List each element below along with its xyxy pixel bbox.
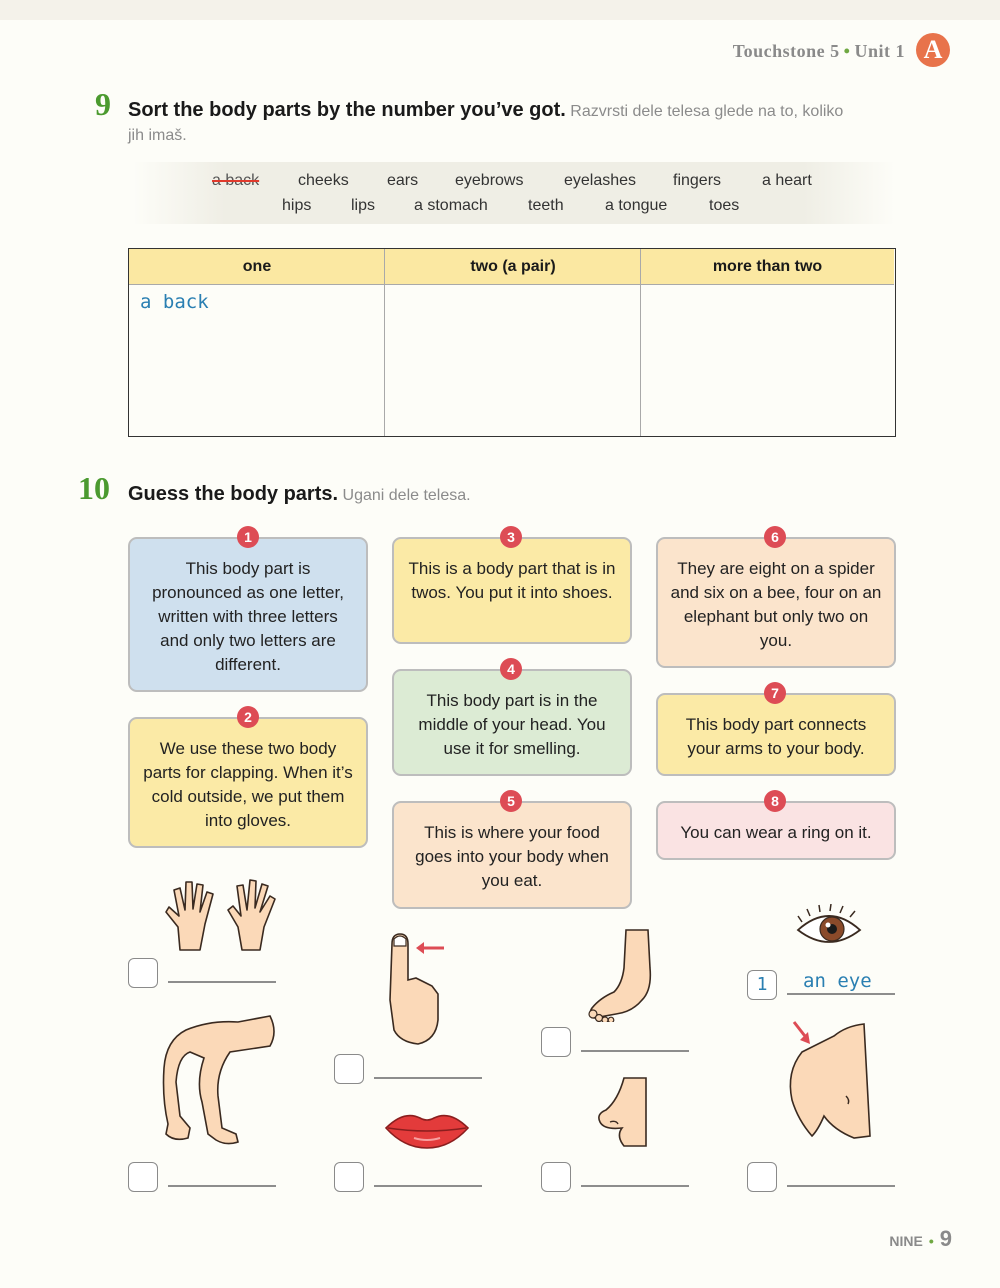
exercise-9-heading [128, 98, 848, 148]
page-number: 9 [939, 1226, 952, 1251]
hands-icon [160, 872, 282, 954]
answer-line[interactable] [787, 1185, 895, 1187]
lips-icon [384, 1108, 470, 1150]
column-header-more: more than two [641, 249, 894, 285]
word-bank-item: eyebrows [455, 172, 524, 189]
exercise-10-subtitle: Ugani dele telesa. [342, 487, 471, 504]
exercise-9-number: 9 [95, 86, 111, 122]
answer-line[interactable] [168, 981, 276, 983]
nose-icon [594, 1076, 648, 1148]
clue-number-badge: 6 [764, 526, 786, 548]
word-bank-item: toes [709, 197, 740, 214]
clue-number-badge: 8 [764, 790, 786, 812]
clue-number-badge: 5 [500, 790, 522, 812]
answer-cell-one[interactable] [130, 286, 383, 436]
word-bank-item: hips [282, 197, 312, 214]
clue-number-badge: 2 [237, 706, 259, 728]
answer-checkbox[interactable] [747, 1162, 777, 1192]
clue-text: This body part is in the middle of your head. You use it for smelling. [418, 691, 606, 758]
legs-icon [160, 1012, 280, 1150]
answer-cell-two[interactable] [386, 286, 639, 436]
column-divider [384, 249, 385, 436]
clue-box-4 [392, 669, 632, 776]
foot-icon [586, 928, 658, 1022]
example-answer-eye: an eye [803, 970, 872, 992]
answer-checkbox[interactable] [541, 1162, 571, 1192]
clue-text: They are eight on a spider and six on a bee, four on an elephant but only two on you. [670, 559, 882, 650]
answer-checkbox[interactable] [334, 1054, 364, 1084]
column-header-two: two (a pair) [385, 249, 641, 285]
header-bar [0, 0, 1000, 20]
answer-checkbox[interactable] [541, 1027, 571, 1057]
unit-badge: A [916, 33, 950, 67]
page-footer: NINE • 9 [889, 1226, 952, 1251]
exercise-9-subtitle: Razvrsti dele telesa glede na to, koliko jih imaš. [128, 103, 844, 144]
answer-cell-more[interactable] [642, 286, 893, 436]
shoulder-icon [784, 1018, 872, 1142]
answer-line[interactable] [168, 1185, 276, 1187]
book-name: Touchstone 5 [732, 41, 840, 61]
answer-line[interactable] [374, 1077, 482, 1079]
answer-checkbox-example[interactable]: 1 [747, 970, 777, 1000]
word-bank-item: a tongue [605, 197, 668, 214]
answer-checkbox[interactable] [334, 1162, 364, 1192]
clue-box-7 [656, 693, 896, 776]
word-bank-item: ears [387, 172, 419, 189]
clue-number-badge: 7 [764, 682, 786, 704]
column-header-one: one [129, 249, 385, 285]
page-word: NINE [889, 1233, 923, 1249]
clue-number-badge: 4 [500, 658, 522, 680]
clue-text: You can wear a ring on it. [680, 823, 872, 842]
clue-text: This is a body part that is in twos. You put it into shoes. [408, 559, 616, 602]
word-bank-item: a stomach [414, 197, 488, 214]
eye-icon [794, 904, 864, 952]
answer-line[interactable] [787, 993, 895, 995]
answer-line[interactable] [581, 1185, 689, 1187]
word-bank-item: cheeks [298, 172, 349, 189]
word-bank-item: lips [351, 197, 376, 214]
clue-box-5 [392, 801, 632, 909]
sort-table [128, 248, 896, 437]
word-bank-item: eyelashes [564, 172, 637, 189]
word-bank [133, 162, 895, 224]
exercise-10-heading [128, 482, 848, 508]
clue-text: This body part is pronounced as one letter, written with three letters and only two letters are different. [152, 559, 344, 674]
finger-icon [378, 930, 450, 1048]
word-bank-item: a back [212, 172, 260, 189]
exercise-10-number: 10 [78, 470, 110, 506]
clue-box-1 [128, 537, 368, 692]
exercise-9-title: Sort the body parts by the number you’ve got. [128, 99, 566, 121]
answer-line[interactable] [581, 1050, 689, 1052]
answer-checkbox[interactable] [128, 1162, 158, 1192]
word-bank-item: a heart [762, 172, 812, 189]
clue-box-3 [392, 537, 632, 644]
clue-number-badge: 1 [237, 526, 259, 548]
clue-text: This is where your food goes into your body when you eat. [415, 823, 609, 890]
answer-checkbox[interactable] [128, 958, 158, 988]
clue-text: This body part connects your arms to your body. [685, 715, 867, 758]
column-divider [640, 249, 641, 436]
book-unit-title: Touchstone 5 • Unit 1 [732, 41, 905, 61]
answer-line[interactable] [374, 1185, 482, 1187]
clue-number-badge: 3 [500, 526, 522, 548]
exercise-10-title: Guess the body parts. [128, 483, 339, 505]
example-answer-one: a back [140, 291, 209, 313]
clue-box-2 [128, 717, 368, 848]
word-bank-item: teeth [528, 197, 564, 214]
clue-text: We use these two body parts for clapping. When it’s cold outside, we put them into gloves. [143, 739, 353, 830]
unit-name: Unit 1 [854, 41, 905, 61]
word-bank-item: fingers [673, 172, 722, 189]
clue-box-6 [656, 537, 896, 668]
